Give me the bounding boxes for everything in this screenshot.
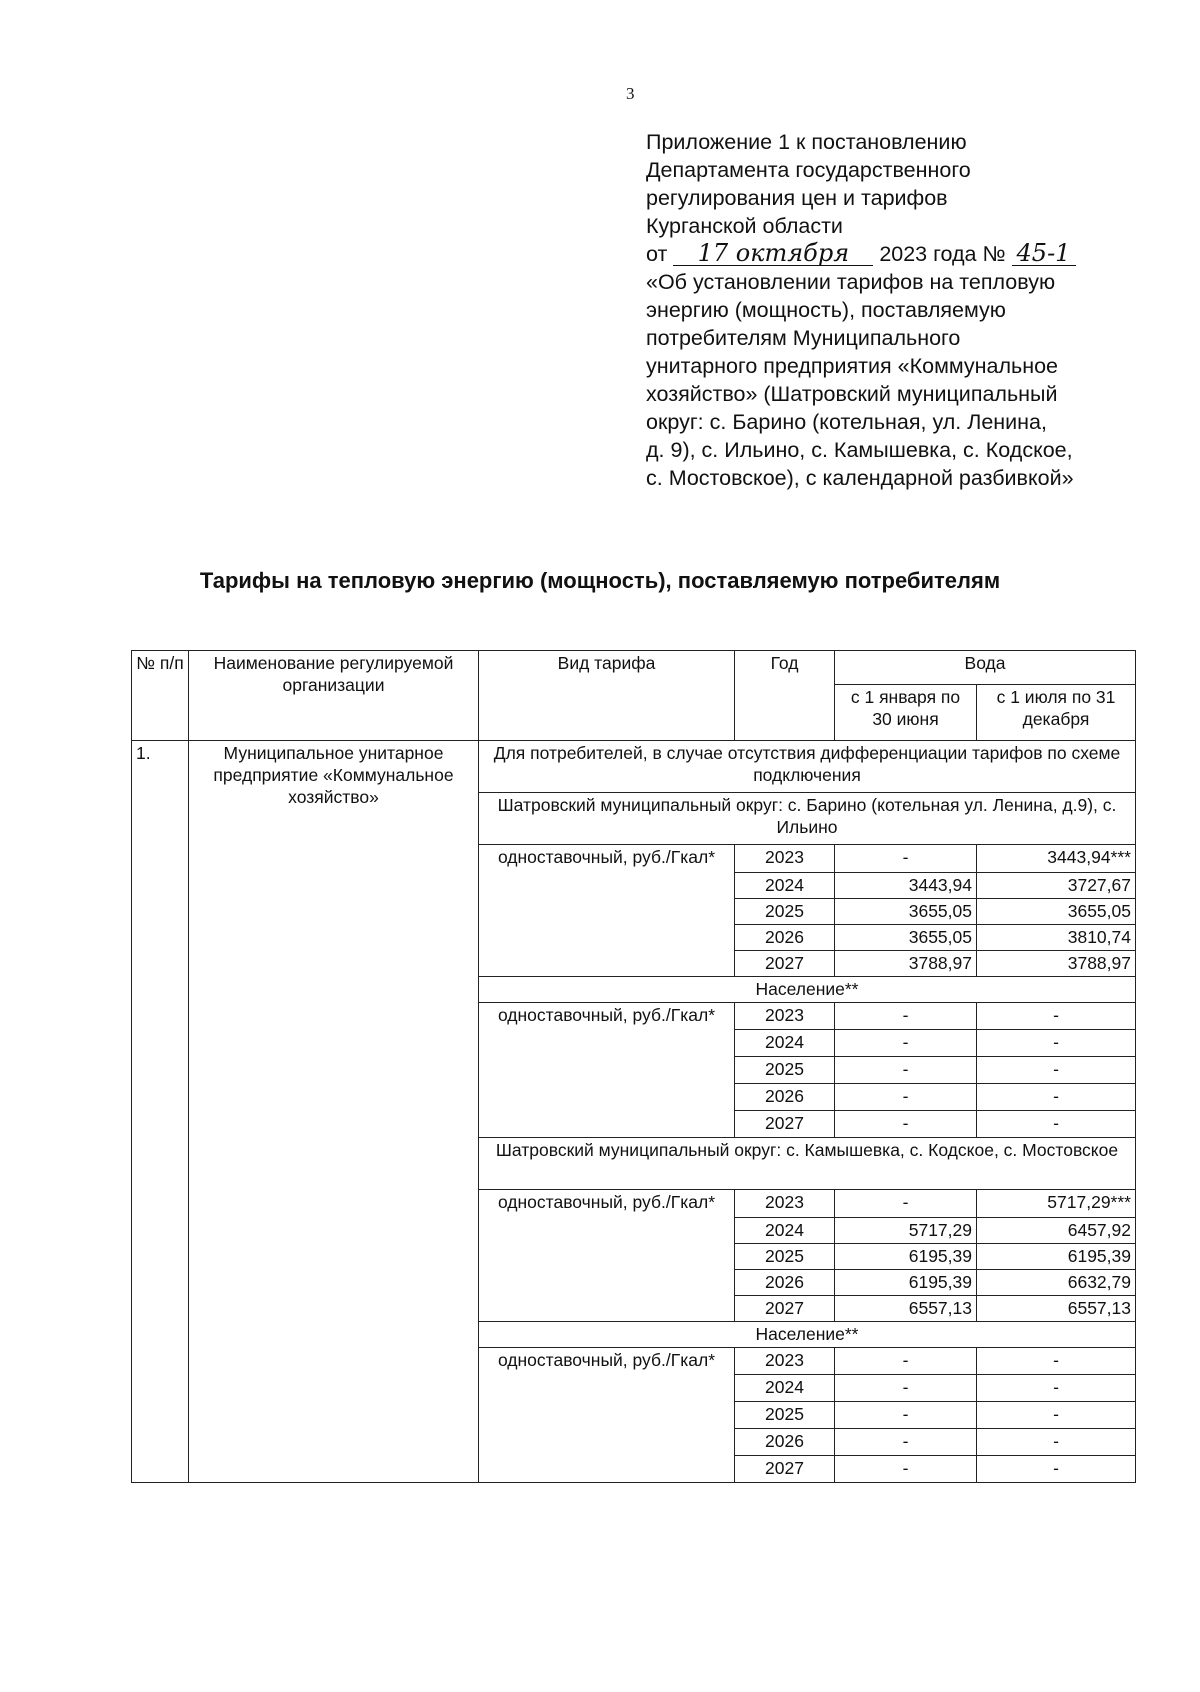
year-cell: 2027 [735,1456,835,1483]
tariff-value-h1: 5717,29 [835,1218,977,1244]
tariff-value-h1: - [835,1003,977,1030]
district-name: Шатровский муниципальный округ: с. Камышевка, с. Кодское, с. Мостовское [479,1138,1136,1190]
year-cell: 2024 [735,1375,835,1402]
tariff-value-h2: 3788,97 [977,951,1136,977]
year-cell: 2026 [735,925,835,951]
tariff-value-h2: - [977,1348,1136,1375]
row-number: 1. [132,741,189,1483]
tariff-value-h2: - [977,1375,1136,1402]
tariff-value-h1: - [835,1030,977,1057]
header-num: № п/п [132,651,189,741]
subject-line: д. 9), с. Ильино, с. Камышевка, с. Кодское, [646,438,1073,462]
subject-line: потребителям Муниципального [646,326,961,350]
tariff-value-h2: - [977,1402,1136,1429]
header-org: Наименование регулируемой организации [189,651,479,741]
header-tariff-type: Вид тарифа [479,651,735,741]
tariff-value-h1: 3655,05 [835,899,977,925]
header-water: Вода [835,651,1136,685]
tariff-value-h2: 5717,29*** [977,1190,1136,1218]
subject-line: унитарного предприятия «Коммунальное [646,354,1058,378]
tariff-value-h1: - [835,1084,977,1111]
tariff-value-h1: 3443,94 [835,873,977,899]
tariff-value-h2: - [977,1429,1136,1456]
year-cell: 2025 [735,1402,835,1429]
tariff-value-h2: 3727,67 [977,873,1136,899]
tariff-value-h2: 3443,94*** [977,845,1136,873]
handwritten-number: 45-1 [1012,241,1076,266]
date-prefix: от [646,242,668,266]
year-cell: 2023 [735,845,835,873]
year-cell: 2026 [735,1084,835,1111]
year-cell: 2024 [735,873,835,899]
tariff-value-h1: - [835,1111,977,1138]
tariff-type: одноставочный, руб./Гкал* [479,845,735,977]
tariff-value-h2: 3810,74 [977,925,1136,951]
tariff-value-h1: 3655,05 [835,925,977,951]
year-cell: 2025 [735,1057,835,1084]
subject-line: «Об установлении тарифов на тепловую [646,270,1056,294]
tariff-value-h1: - [835,1375,977,1402]
document-title: Тарифы на тепловую энергию (мощность), поставляемую потребителям [199,568,1001,593]
header-row [132,651,1136,685]
population-label: Население** [479,977,1136,1003]
year-cell: 2027 [735,1296,835,1322]
tariff-value-h2: - [977,1003,1136,1030]
org-name: Муниципальное унитарное предприятие «Коммунальное хозяйство» [189,741,479,1483]
handwritten-date: 17 октября [673,241,873,266]
appendix-line: Курганской области [646,214,843,238]
tariff-value-h2: 6457,92 [977,1218,1136,1244]
subject-line: с. Мостовское), с календарной разбивкой» [646,466,1074,490]
subject-line: хозяйство» (Шатровский муниципальный [646,382,1058,406]
tariff-value-h1: - [835,1402,977,1429]
subject-line: энергию (мощность), поставляемую [646,298,1006,322]
population-label: Население** [479,1322,1136,1348]
year-cell: 2026 [735,1270,835,1296]
year-cell: 2023 [735,1190,835,1218]
district-name: Шатровский муниципальный округ: с. Барино (котельная ул. Ленина, д.9), с. Ильино [479,793,1136,845]
header-period2: с 1 июля по 31 декабря [977,685,1136,741]
appendix-header [646,128,1166,492]
year-cell: 2027 [735,1111,835,1138]
header-period1: с 1 января по 30 июня [835,685,977,741]
tariff-value-h1: 6557,13 [835,1296,977,1322]
year-cell: 2024 [735,1030,835,1057]
year-cell: 2026 [735,1429,835,1456]
tariff-value-h1: - [835,1057,977,1084]
tariff-value-h1: 6195,39 [835,1244,977,1270]
tariff-value-h2: - [977,1030,1136,1057]
tariff-table [131,650,1136,1483]
tariff-value-h1: - [835,1429,977,1456]
tariff-value-h2: 3655,05 [977,899,1136,925]
tariff-value-h2: 6632,79 [977,1270,1136,1296]
tariff-value-h2: - [977,1111,1136,1138]
general-consumers-label: Для потребителей, в случае отсутствия дифференциации тарифов по схеме подключения [479,741,1136,793]
tariff-value-h2: - [977,1084,1136,1111]
year-cell: 2023 [735,1348,835,1375]
year-cell: 2024 [735,1218,835,1244]
tariff-value-h1: - [835,1190,977,1218]
appendix-line: Приложение 1 к постановлению [646,130,967,154]
header-year: Год [735,651,835,741]
tariff-value-h1: - [835,1456,977,1483]
tariff-value-h2: - [977,1057,1136,1084]
appendix-line: Департамента государственного [646,158,971,182]
year-cell: 2025 [735,899,835,925]
tariff-type: одноставочный, руб./Гкал* [479,1190,735,1322]
tariff-value-h1: - [835,845,977,873]
year-cell: 2025 [735,1244,835,1270]
tariff-value-h2: 6557,13 [977,1296,1136,1322]
tariff-value-h2: - [977,1456,1136,1483]
tariff-value-h1: - [835,1348,977,1375]
tariff-value-h1: 3788,97 [835,951,977,977]
tariff-type: одноставочный, руб./Гкал* [479,1003,735,1138]
date-year: 2023 года № [879,242,1006,266]
appendix-line: регулирования цен и тарифов [646,186,948,210]
tariff-value-h1: 6195,39 [835,1270,977,1296]
tariff-value-h2: 6195,39 [977,1244,1136,1270]
subject-line: округ: с. Барино (котельная, ул. Ленина, [646,410,1047,434]
tariff-type: одноставочный, руб./Гкал* [479,1348,735,1483]
year-cell: 2027 [735,951,835,977]
year-cell: 2023 [735,1003,835,1030]
page-number: 3 [626,84,635,103]
appendix-date-line [646,240,1166,268]
table-row [132,741,1136,793]
